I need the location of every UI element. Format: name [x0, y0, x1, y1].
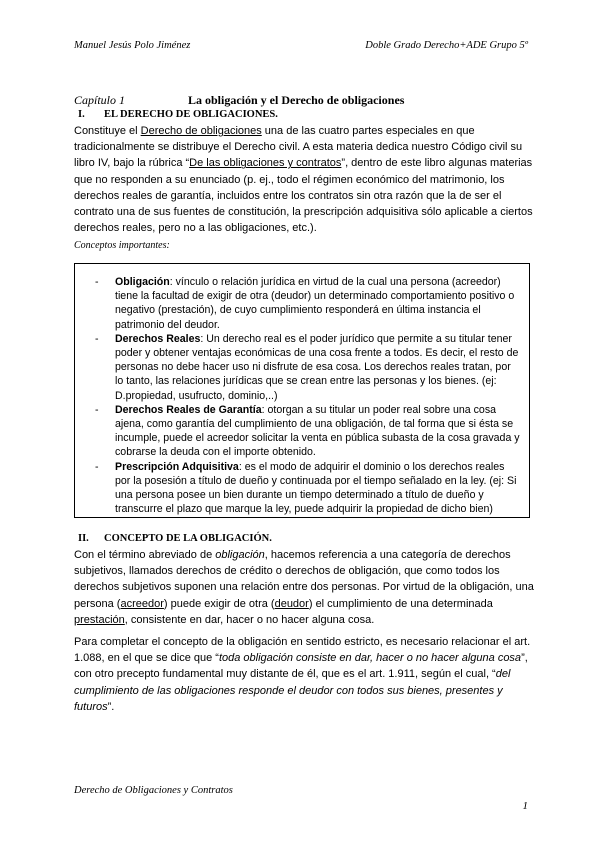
- text-run: una de las cuatro partes especiales en que tradicionalmente se distribuye el Derecho civil. A esta materia dedica nuestro Código civil su libro IV, bajo la rúbrica “: [74, 125, 523, 170]
- chapter-heading: [74, 93, 534, 107]
- text-run: ”, con otro precepto fundamental muy distante de él, que es el art. 1.911, según el cual, “: [74, 652, 528, 681]
- section-2-heading: [78, 533, 272, 544]
- section-2-paragraph-2: [74, 634, 536, 715]
- text-run: Constituye el: [74, 125, 141, 137]
- concept-term: Prescripción Adquisitiva: [115, 460, 239, 473]
- concept-definition: : vínculo o relación jurídica en virtud de la cual una persona (acreedor) tiene la facultad de exigir de otra (deudor) un determinado comportamiento positivo o negativo (prestación), de cuyo cumplimiento responderá en última instancia el patrimonio del deudor.: [115, 276, 515, 331]
- concept-definition: : otorgan a su titular un poder real sobre una cosa ajena, como garantía del cumplimiento de una obligación, de tal forma que si ésta se incumple, puede el acreedor solicitar la venta en pública subasta de la cosa gravada y cobrarse la deuda con el importe obtenido.: [115, 403, 520, 459]
- text-run: , consistente en dar, hacer o no hacer alguna cosa.: [124, 613, 375, 626]
- list-dash: -: [95, 403, 99, 416]
- section-2-numeral: II.: [78, 533, 89, 544]
- italic-quote: toda obligación consiste en dar, hacer o no hacer alguna cosa: [218, 652, 522, 665]
- text-run: Con el término abreviado de: [74, 549, 216, 561]
- text-run: ) puede exigir de otra (: [163, 597, 275, 610]
- list-item: [93, 403, 521, 460]
- header-author: Manuel Jesús Polo Jiménez: [74, 40, 191, 51]
- concept-term: Obligación: [115, 276, 170, 288]
- page-footer: Derecho de Obligaciones y Contratos: [74, 785, 233, 796]
- list-dash: -: [95, 332, 99, 345]
- chapter-number: Capítulo 1: [74, 93, 126, 107]
- concept-term: Derechos Reales: [115, 332, 201, 345]
- concepts-box: [74, 263, 530, 518]
- text-run: ”.: [107, 700, 115, 713]
- list-item: [93, 275, 521, 332]
- underlined-term: prestación: [74, 613, 125, 626]
- section-1-heading: [78, 109, 278, 120]
- section-2-paragraph-1: [74, 547, 536, 628]
- section-1-title: EL DERECHO DE OBLIGACIONES.: [104, 109, 278, 120]
- text-run: Para completar el concepto de la obligación en sentido estricto, es necesario relacionar el art. 1.088, en el que se dice que “: [74, 636, 531, 665]
- underlined-term: Derecho de obligaciones: [140, 125, 262, 137]
- list-item: [93, 332, 521, 403]
- page-header: [74, 40, 528, 54]
- list-dash: -: [95, 276, 99, 288]
- chapter-title: La obligación y el Derecho de obligaciones: [188, 93, 405, 107]
- list-item: [93, 460, 521, 517]
- concepts-label: Conceptos importantes:: [74, 240, 170, 251]
- concepts-list: [93, 275, 521, 516]
- text-run: , hacemos referencia a una categoría de derechos subjetivos, llamados derechos de crédito o derechos de obligación, que como todos los derechos subjetivos suponen una relación entre dos personas. Por virtud de la obligación, una persona (: [74, 549, 534, 610]
- italic-term: obligación: [215, 549, 265, 561]
- text-run: ”, dentro de este libro algunas materias que no responden a su enunciado (p. ej., todo el régimen económico del matrimonio, los derechos reales de garantía, incluidos entre los contratos sin otra razón que la de ser el contrato una de sus fuentes de constitución, la prescripción adquisitiva sólo aplicable a ciertos derechos reales, pero no a las obligaciones, etc.).: [74, 157, 533, 235]
- page-number: 1: [522, 800, 528, 812]
- underlined-term: De las obligaciones y contratos: [189, 157, 342, 170]
- concept-definition: : Un derecho real es el poder jurídico que permite a su titular tener poder y obtener ventajas económicas de una cosa frente a todos. Es decir, el resto de personas no debe hacer uso ni disfrute de esa cosa. Los derechos reales tratan, por lo tanto, las relaciones jurídicas que se crean entre las personas y los bienes. (ej: D.propiedad, usufructo, dominio,..): [115, 332, 519, 402]
- section-2-title: CONCEPTO DE LA OBLIGACIÓN.: [104, 533, 272, 544]
- italic-quote: del cumplimiento de las obligaciones responde el deudor con todos sus bienes, presentes y futuros: [74, 668, 511, 713]
- concept-definition: : es el modo de adquirir el dominio o los derechos reales por la posesión a título de dueño y continuada por el tiempo señalado en la ley. (ej: Si una persona posee un bien durante un tiempo determinado a título de dueño y transcurre el plazo que marque la ley, puede adquirir la propiedad de dicho bien): [115, 460, 517, 516]
- list-dash: -: [95, 460, 99, 473]
- header-course: Doble Grado Derecho+ADE Grupo 5º: [365, 40, 528, 51]
- underlined-term: deudor: [274, 597, 309, 610]
- underlined-term: acreedor: [120, 597, 164, 610]
- section-1-numeral: I.: [78, 109, 85, 120]
- section-1-paragraph: [74, 123, 536, 236]
- concept-term: Derechos Reales de Garantía: [115, 403, 262, 416]
- text-run: ) el cumplimiento de una determinada: [308, 597, 493, 610]
